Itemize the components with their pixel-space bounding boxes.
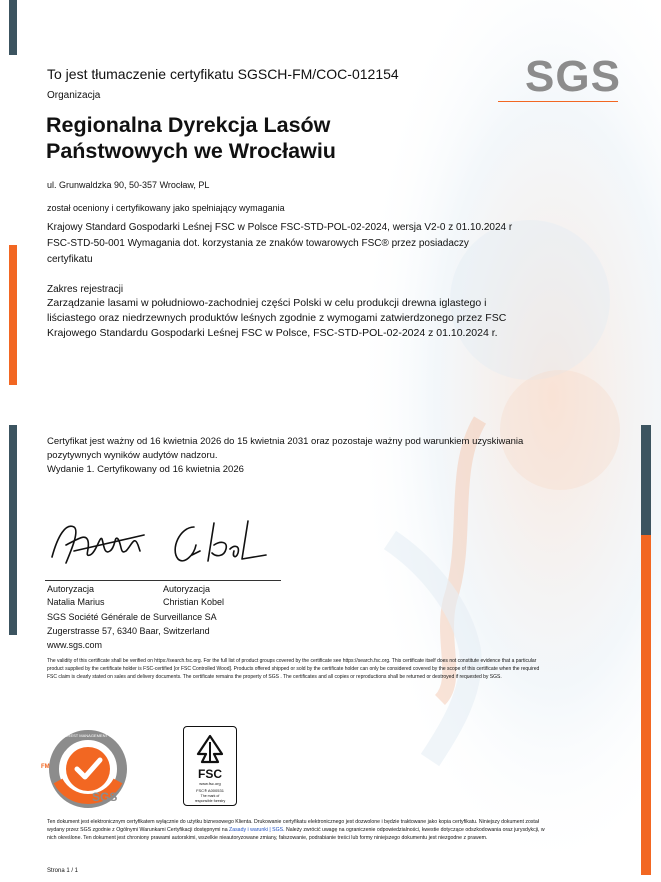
organization-name-line2: Państwowych we Wrocławiu	[46, 139, 336, 163]
footer-disclaimer	[47, 818, 547, 842]
sgs-badge-logo: SGS	[92, 790, 118, 804]
terms-link[interactable]: Zasady i warunki | SGS	[229, 827, 284, 833]
signature-line	[45, 580, 281, 581]
scope-line3: Krajowego Standardu Gospodarki Leśnej FSC w Polsce, FSC-STD-POL-02-2024 z 01.10.2024 r.	[47, 327, 498, 339]
right-signatory-name: Christian Kobel	[163, 597, 225, 607]
fsc-badge	[183, 726, 237, 806]
standards-line1: Krajowy Standard Gospodarki Leśnej FSC w Polsce FSC-STD-POL-02-2024, wersja V2-0 z 01.10.2024 r	[47, 222, 513, 233]
left-bar-orange	[9, 245, 17, 385]
fsc-site: www.fsc.org	[199, 781, 221, 786]
organization-label: Organizacja	[47, 90, 101, 101]
standards-line2: FSC-STD-50-001 Wymagania dot. korzystania ze znaków towarowych FSC® przez posiadaczy	[47, 238, 469, 249]
organization-name-line1: Regionalna Dyrekcja Lasów	[46, 113, 331, 137]
assessed-text: został oceniony i certyfikowany jako spełniający wymagania	[47, 203, 285, 213]
edition-line: Wydanie 1. Certyfikowany od 16 kwietnia 2026	[47, 464, 244, 475]
disclaimer-text-1: Ten dokument jest elektronicznym certyfikatem wyłącznie do użytku biznesowego Klienta. Drukowanie certyfikatu elektronicznego jest dozwolone i będzie traktowane jako kopia certyfikatu. Niniejszy dokument został wydany przez SGS zgodnie z Ogólnymi Warunkami Certyfikacji dostępnymi na	[47, 819, 539, 833]
right-bar-slate	[641, 425, 651, 535]
validity-notice: The validity of this certificate shall be verified on https://search.fsc.org. For the full list of product groups covered by the certificate see https://search.fsc.org. This certificate itself does not constitute evidence that a particular product supplied by the certificate holder is FSC-certified [or FSC Controlled Wood]. Products offered shipped or sold by the certificate holder can only be considered covered by the scope of this certificate when the required FSC claim is clearly stated on sales and delivery documents. The certificate remains the property of SGS . The certificates and all copies or reproductions shall be returned or destroyed if requested by SGS.	[47, 658, 540, 680]
disclaimer-text-2: . Należy zwrócić uwagę na ograniczenie odpowiedzialności, kwestie dotyczące odszkodowania oraz jurysdykcji, w nich określone. Ten dokument jest chroniony prawami autorskimi, wszelkie nieautoryzowane zmiany, fałszowanie, podrabianie treści lub formy niniejszego dokumentu jest niezgodne z prawem.	[47, 827, 545, 841]
left-bar-slate-bottom	[9, 425, 17, 635]
organization-address: ul. Grunwaldzka 90, 50-357 Wrocław, PL	[47, 180, 210, 190]
sgs-badge-side-text: FM	[41, 764, 50, 770]
translation-note: To jest tłumaczenie certyfikatu SGSCH-FM/COC-012154	[47, 66, 399, 82]
fsc-caption-line1: The mark of	[200, 794, 220, 798]
scope-label: Zakres rejestracji	[47, 284, 124, 295]
issuer-website[interactable]: www.sgs.com	[47, 640, 103, 650]
fsc-tree-icon	[192, 732, 228, 766]
right-signatory-role: Autoryzacja	[163, 584, 211, 594]
validity-line2: pozytywnych wyników audytów nadzoru.	[47, 450, 218, 461]
fsc-caption-line2: responsible forestry	[194, 799, 226, 803]
sgs-logo: SGS	[525, 52, 621, 101]
fsc-label: FSC	[198, 767, 222, 781]
left-bar-slate-top	[9, 0, 17, 55]
validity-line1: Certyfikat jest ważny od 16 kwietnia 2026 do 15 kwietnia 2031 oraz pozostaje ważny pod warunkiem uzyskiwania	[47, 436, 524, 447]
left-signatory-name: Natalia Marius	[47, 597, 105, 607]
page-number: Strona 1 / 1	[47, 868, 79, 874]
signature-images	[44, 505, 284, 575]
right-bar-orange	[641, 535, 651, 875]
sgs-logo-underline	[498, 101, 618, 102]
issuer-company: SGS Société Générale de Surveillance SA	[47, 612, 217, 622]
scope-line1: Zarządzanie lasami w południowo-zachodniej części Polski w celu produkcji drewna iglastego i	[47, 297, 487, 309]
issuer-address: Zugerstrasse 57, 6340 Baar, Switzerland	[47, 626, 210, 636]
standards-line3: certyfikatu	[47, 254, 93, 265]
scope-line2: liściastego oraz niedrzewnych produktów leśnych zgodnie z wymogami zatwierdzonego przez FSC	[47, 312, 507, 324]
left-signatory-role: Autoryzacja	[47, 584, 95, 594]
sgs-badge-ring-text: FOREST MANAGEMENT CERTIFICATION	[62, 733, 140, 738]
fsc-code: FSC® A000531	[196, 788, 224, 793]
